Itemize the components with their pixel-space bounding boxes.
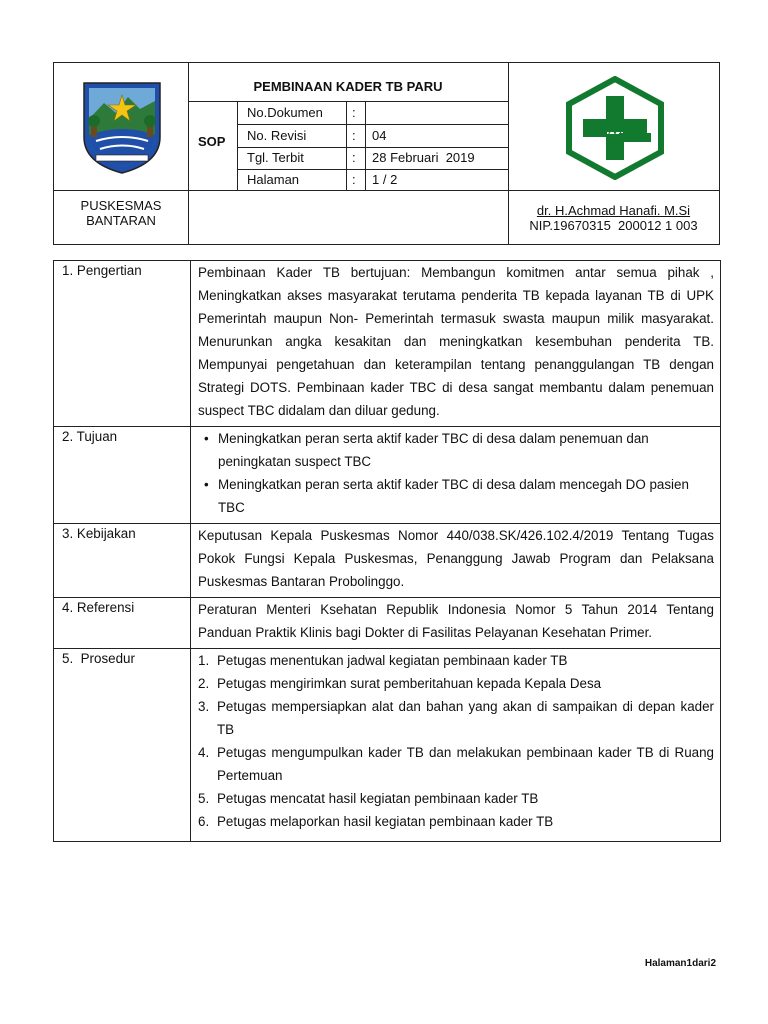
step-text: Petugas menentukan jadwal kegiatan pembinaan kader TB [217,653,568,668]
page-sep: : [352,172,356,187]
bullet-list [198,427,714,519]
section-text: Pembinaan Kader TB bertujuan: Membangun komitmen antar semua pihak , Meningkatkan akses masyarakat terutama penderita TB kepada layanan TB di UPK Pemerintah maupun Non- Pemerintah termasuk swasta maupun milik masyarakat. Menurunkan angka kesakitan dan meningkatkan kesembuhan penderita TB. Mempunyai pengetahuan dan keterampilan tentang penanggulangan TB dengan Strategi DOTS. Pembinaan kader TBC di desa sangat membantu dalam penemuan suspect TBC didalam dan diluar gedung. [191,261,721,427]
step-text: Petugas mencatat hasil kegiatan pembinaan kader TB [217,791,539,806]
divider [237,169,508,170]
section-row-tujuan [54,427,721,524]
sop-title: PEMBINAAN KADER TB PARU [253,79,443,94]
signer-nip: NIP.19670315 200012 1 003 [529,218,698,233]
section-text: Keputusan Kepala Puskesmas Nomor 440/038.SK/426.102.4/2019 Tentang Tugas Pokok Fungsi Kepala Puskesmas, Penanggung Jawab Program dan Pelaksana Puskesmas Bantaran Probolinggo. [191,524,721,598]
section-row-prosedur [54,649,721,842]
footer-page: 1 [686,958,693,969]
signer-name: dr. H.Achmad Hanafi. M.Si [536,203,691,218]
list-item [198,741,714,787]
list-item [198,810,714,833]
issue-date-value: 28 Februari 2019 [372,150,475,165]
section-label: 1. Pengertian [54,261,191,427]
org-line-2: BANTARAN [86,213,156,228]
divider [54,190,719,191]
step-number: 3. [198,699,210,714]
page-footer [645,958,716,969]
divider [237,147,508,148]
step-number: 4. [198,745,210,760]
list-item [198,787,714,810]
list-item: • Meningkatkan peran serta aktif kader TBC di desa dalam penemuan dan peningkatan suspect TBC [218,427,714,473]
signature-block [508,203,719,233]
procedure-list [198,649,714,833]
doc-number-sep: : [352,105,356,120]
org-line-1: PUSKESMAS [80,198,162,213]
issue-date-sep: : [352,150,356,165]
section-row-pengertian [54,261,721,427]
list-item [198,695,714,741]
section-content [191,649,721,842]
step-number: 2. [198,676,210,691]
list-item: • Meningkatkan peran serta aktif kader TBC di desa dalam mencegah DO pasien TBC [218,473,714,519]
list-item [198,672,714,695]
step-text: Petugas mengirimkan surat pemberitahuan kepada Kepala Desa [217,676,602,691]
divider [188,101,508,102]
step-text: Petugas mengumpulkan kader TB dan melakukan pembinaan kader TB di Ruang Pertemuan [217,745,714,783]
section-label: 5. Prosedur [54,649,191,842]
section-label: 3. Kebijakan [54,524,191,598]
step-number: 1. [198,653,210,668]
revision-sep: : [352,128,356,143]
divider [237,124,508,125]
sop-body-table [53,260,721,842]
revision-value: 04 [372,128,387,143]
step-number: 6. [198,814,210,829]
step-number: 5. [198,791,210,806]
section-label: 4. Referensi [54,598,191,649]
step-text: Petugas mempersiapkan alat dan bahan yang akan di sampaikan di depan kader TB [217,699,714,737]
section-row-referensi [54,598,721,649]
footer-total: 2 [710,958,716,969]
section-row-kebijakan [54,524,721,598]
list-item [198,649,714,672]
section-label: 2. Tujuan [54,427,191,524]
doc-number-label: No.Dokumen [247,105,323,120]
puskesmas-logo [561,76,669,180]
section-content [191,427,721,524]
step-text: Petugas melaporkan hasil kegiatan pembinaan kader TB [217,814,554,829]
footer-mid: dari [692,958,711,969]
sop-label: SOP [198,134,226,149]
revision-label: No. Revisi [247,128,307,143]
sop-header-table [53,62,720,245]
footer-prefix: Halaman [644,958,687,969]
section-text: Peraturan Menteri Ksehatan Republik Indonesia Nomor 5 Tahun 2014 Tentang Panduan Praktik Klinis bagi Dokter di Fasilitas Pelayanan Kesehatan Primer. [191,598,721,649]
page-label: Halaman [247,172,300,187]
issue-date-label: Tgl. Terbit [247,150,304,165]
regency-emblem [80,79,164,175]
page-value: 1 / 2 [372,172,398,187]
org-name [54,198,188,228]
